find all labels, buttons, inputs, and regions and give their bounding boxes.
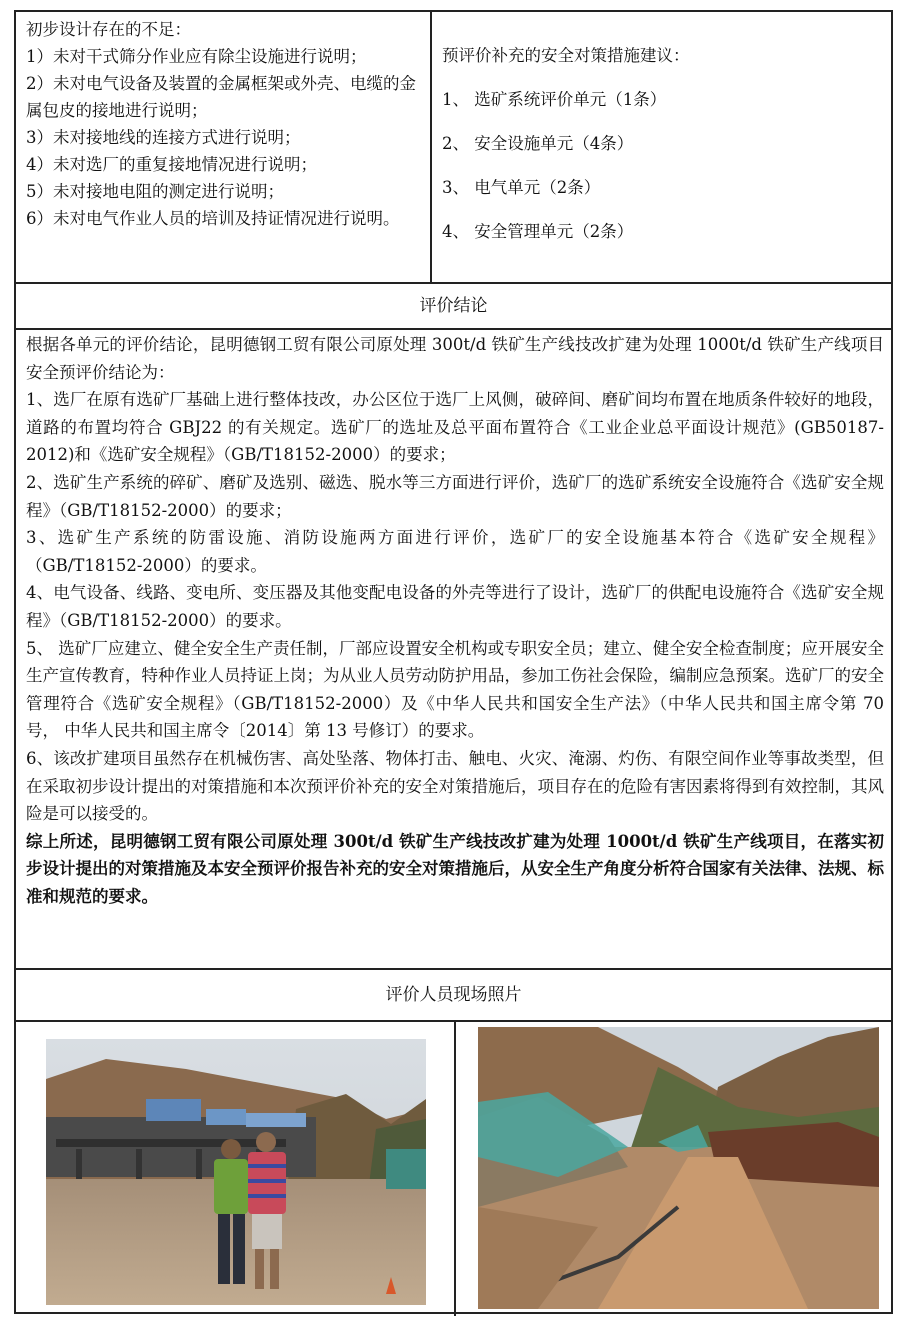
top-column-divider — [430, 12, 432, 282]
conclusion-body — [26, 331, 884, 967]
row-divider — [16, 328, 891, 330]
deficiency-item: 6）未对电气作业人员的培训及持证情况进行说明。 — [26, 209, 400, 228]
deficiency-item: 3）未对接地线的连接方式进行说明； — [26, 128, 301, 147]
measure-item: 1、 选矿系统评价单元（1条） — [442, 90, 667, 109]
site-photo-plant — [46, 1039, 426, 1305]
conclusion-point: 4、电气设备、线路、变电所、变压器及其他变配电设备的外壳等进行了设计，选矿厂的供配电设施符合《选矿安全规程》（GB/T18152-2000）的要求。 — [26, 583, 884, 630]
deficiency-item: 1）未对干式筛分作业应有除尘设施进行说明； — [26, 47, 367, 66]
conclusion-summary: 综上所述，昆明德钢工贸有限公司原处理 300t/d 铁矿生产线技改扩建为处理 1000t/d 铁矿生产线项目，在落实初步设计提出的对策措施及本安全预评价报告补充的安全对策措施后，从安全生产角度分析符合国家有关法律、法规、标准和规范的要求。 — [26, 831, 884, 906]
deficiencies-title: 初步设计存在的不足： — [26, 20, 191, 39]
conclusion-point: 2、选矿生产系统的碎矿、磨矿及选别、磁选、脱水等三方面进行评价，选矿厂的选矿系统安全设施符合《选矿安全规程》（GB/T18152-2000）的要求； — [26, 472, 884, 520]
measure-item: 3、 电气单元（2条） — [442, 178, 601, 197]
photos-heading: 评价人员现场照片 — [385, 985, 522, 1005]
report-table — [14, 10, 893, 1314]
conclusion-point: 3、选矿生产系统的防雷设施、消防设施两方面进行评价，选矿厂的安全设施基本符合《选矿安全规程》（GB/T18152-2000）的要求。 — [26, 528, 884, 575]
conclusion-point: 6、该改扩建项目虽然存在机械伤害、高处坠落、物体打击、触电、火灾、淹溺、灼伤、有限空间作业等事故类型，但在采取初步设计提出的对策措施和本次预评价补充的安全对策措施后，项目存在的危险有害因素将得到有效控制，其风险是可以接受的。 — [26, 748, 884, 824]
deficiency-item: 4）未对选厂的重复接地情况进行说明； — [26, 155, 317, 174]
measure-item: 2、 安全设施单元（4条） — [442, 134, 634, 153]
photo-column-divider — [454, 1020, 456, 1316]
site-photo-road — [478, 1027, 879, 1309]
safety-measures-cell — [442, 42, 882, 272]
conclusion-point: 5、 选矿厂应建立、健全安全生产责任制，厂部应设置安全机构或专职安全员；建立、健全安全检查制度；应开展安全生产宣传教育，特种作业人员持证上岗；为从业人员劳动防护用品，参加工伤社会保险，编制应急预案。选矿厂的安全管理符合《选矿安全规程》（GB/T18152-2000）及《中华人民共和国安全生产法》（中华人民共和国主席令第 70 号， 中华人民共和国主席令〔2014〕第 13 号修订）的要求。 — [26, 638, 884, 741]
measures-title: 预评价补充的安全对策措施建议： — [442, 46, 690, 65]
measure-item: 4、 安全管理单元（2条） — [442, 222, 634, 241]
deficiency-item: 5）未对接地电阻的测定进行说明； — [26, 182, 284, 201]
design-deficiencies-cell — [26, 16, 426, 282]
conclusion-heading: 评价结论 — [419, 296, 488, 316]
conclusion-point: 1、选厂在原有选矿厂基础上进行整体技改，办公区位于选厂上风侧，破碎间、磨矿间均布置在地质条件较好的地段，道路的布置均符合 GBJ22 的有关规定。选矿厂的选址及总平面布置符合《工业企业总平面设计规范》(GB50187-2012)和《选矿安全规程》（GB/T18152-2000）的要求； — [26, 390, 884, 465]
conclusion-intro: 根据各单元的评价结论，昆明德钢工贸有限公司原处理 300t/d 铁矿生产线技改扩建为处理 1000t/d 铁矿生产线项目安全预评价结论为： — [26, 335, 884, 382]
deficiency-item: 2）未对电气设备及装置的金属框架或外壳、电缆的金属包皮的接地进行说明； — [26, 74, 416, 120]
